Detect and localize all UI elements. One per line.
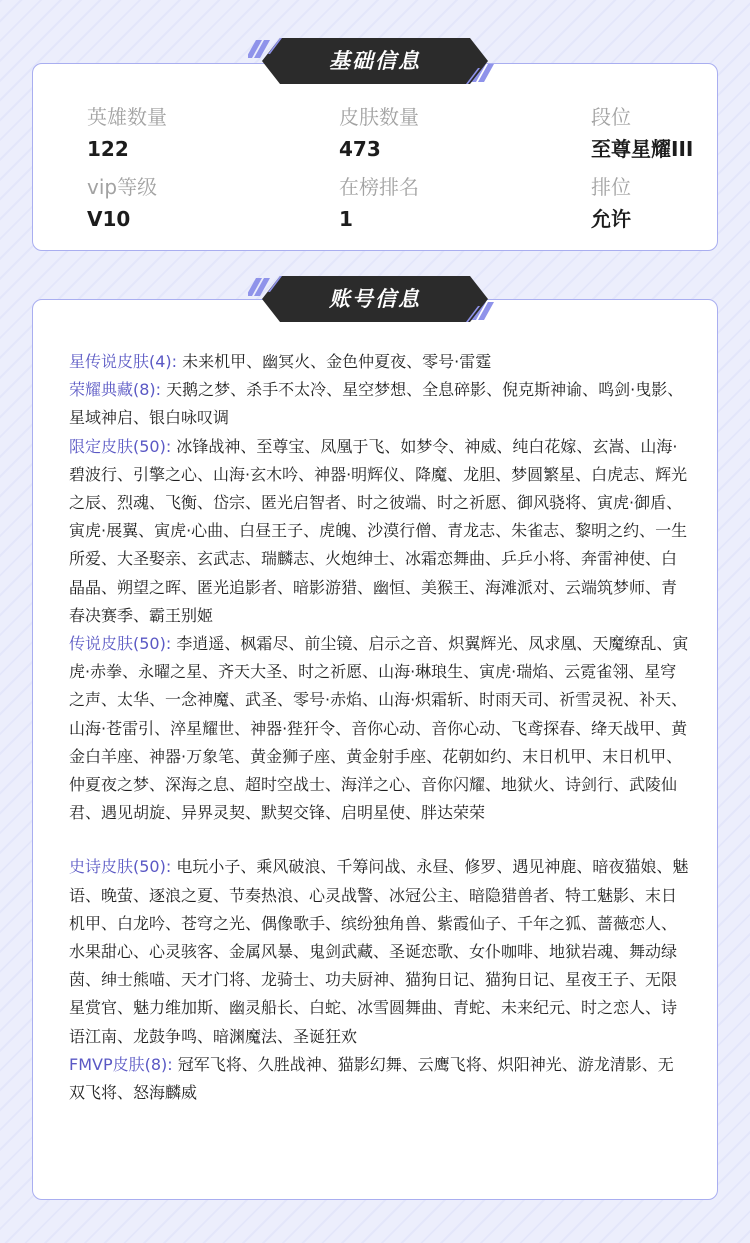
legend-skins-label: 传说皮肤(50): [69, 634, 172, 654]
epic-skins-label: 史诗皮肤(50): [69, 857, 172, 877]
star-legend-skins [69, 348, 689, 376]
limited-skins-items: 冰锋战神、至尊宝、凤凰于飞、如梦令、神威、纯白花嫁、玄嵩、山海·碧波行、引擎之心、山海·玄木吟、神器·明辉仪、降魔、龙胆、梦圆繁星、白虎志、辉光之辰、烈魂、飞衡、岱宗、匿光启智者、时之彼端、时之祈愿、御风骁将、寅虎·御盾、寅虎·展翼、寅虎·心曲、白昼王子、虎魄、沙漠行僧、青龙志、朱雀志、黎明之约、一生所爱、大圣娶亲、玄武志、瑞麟志、火炮绅士、冰霜恋舞曲、乒乒小将、奔雷神使、白晶晶、朔望之晖、匿光追影者、暗影游猎、幽恒、美猴王、海滩派对、云端筑梦师、青春决赛季、霸王别姬 [69, 436, 688, 625]
vip-level-label: vip等级 [87, 175, 158, 199]
hero-count-value: 122 [87, 137, 129, 161]
basic-info-title: 基础信息 [329, 49, 421, 73]
skin-list [69, 348, 689, 1107]
skin-count-value: 473 [339, 137, 381, 161]
leaderboard-rank-cell [339, 172, 559, 234]
star-legend-items: 未来机甲、幽冥火、金色仲夏夜、零号·雷霆 [182, 352, 492, 371]
skin-count-cell [339, 102, 559, 164]
limited-skins [69, 433, 689, 630]
hero-count-cell [87, 102, 307, 164]
basic-info-banner [248, 38, 502, 84]
glory-collection-items: 天鹅之梦、杀手不太冷、星空梦想、全息碎影、倪克斯神谕、鸣剑·曳影、星域神启、银白咏叹调 [69, 380, 684, 428]
section-spacer [69, 827, 689, 853]
fmvp-skins-items: 冠军飞将、久胜战神、猫影幻舞、云鹰飞将、炽阳神光、游龙清影、无双飞将、怒海麟威 [69, 1054, 674, 1103]
ranked-label: 排位 [591, 175, 631, 199]
account-info-card [32, 299, 718, 1200]
account-info-banner [248, 276, 502, 322]
legend-skins-items: 李逍遥、枫霜尽、前尘镜、启示之音、炽翼辉光、凤求凰、天魔缭乱、寅虎·赤拳、永曜之星、齐天大圣、时之祈愿、山海·琳琅生、寅虎·瑞焰、云霓雀翎、星穹之声、太华、一念神魔、武圣、零号·赤焰、山海·炽霜斩、时雨天司、祈雪灵祝、补天、山海·苍雷引、淬星耀世、神器·狴犴令、音你心动、音你心动、飞鸢探春、绛天战甲、黄金白羊座、神器·万象笔、黄金狮子座、黄金射手座、花朝如约、末日机甲、末日机甲、仲夏夜之梦、深海之息、超时空战士、海洋之心、音你闪耀、地狱火、诗剑行、武陵仙君、遇见胡旋、异界灵契、默契交锋、启明星使、胖达荣荣 [69, 634, 689, 823]
star-legend-label: 星传说皮肤(4): [69, 352, 178, 371]
limited-skins-label: 限定皮肤(50): [69, 436, 172, 456]
leaderboard-rank-label: 在榜排名 [339, 175, 419, 199]
ranked-value: 允许 [591, 207, 631, 231]
fmvp-skins [69, 1051, 689, 1107]
rank-cell [591, 102, 721, 164]
epic-skins [69, 853, 689, 1050]
skin-count-label: 皮肤数量 [339, 105, 419, 129]
account-info-title: 账号信息 [329, 287, 421, 311]
hero-count-label: 英雄数量 [87, 105, 167, 129]
legend-skins [69, 630, 689, 827]
glory-collection-label: 荣耀典藏(8): [69, 380, 162, 400]
vip-level-cell [87, 172, 307, 234]
rank-label: 段位 [591, 105, 631, 129]
epic-skins-items: 电玩小子、乘风破浪、千筹问战、永昼、修罗、遇见神鹿、暗夜猫娘、魅语、晚萤、逐浪之夏、节奏热浪、心灵战警、冰冠公主、暗隐猎兽者、特工魅影、末日机甲、白龙吟、苍穹之光、偶像歌手、缤纷独角兽、紫霞仙子、千年之狐、蔷薇恋人、水果甜心、心灵骇客、金属风暴、鬼剑武藏、圣诞恋歌、女仆咖啡、地狱岩魂、舞动绿茵、绅士熊喵、天才门将、龙骑士、功夫厨神、猫狗日记、猫狗日记、星夜王子、无限星赏官、魅力维加斯、幽灵船长、白蛇、冰雪圆舞曲、青蛇、未来纪元、时之恋人、诗语江南、龙鼓争鸣、暗渊魔法、圣诞狂欢 [69, 857, 689, 1046]
basic-info-card [32, 63, 718, 251]
vip-level-value: V10 [87, 207, 131, 231]
rank-value: 至尊星耀III [591, 137, 694, 161]
glory-collection-skins [69, 376, 689, 432]
leaderboard-rank-value: 1 [339, 207, 353, 231]
fmvp-skins-label: FMVP皮肤(8): [69, 1054, 173, 1074]
ranked-cell [591, 172, 721, 234]
